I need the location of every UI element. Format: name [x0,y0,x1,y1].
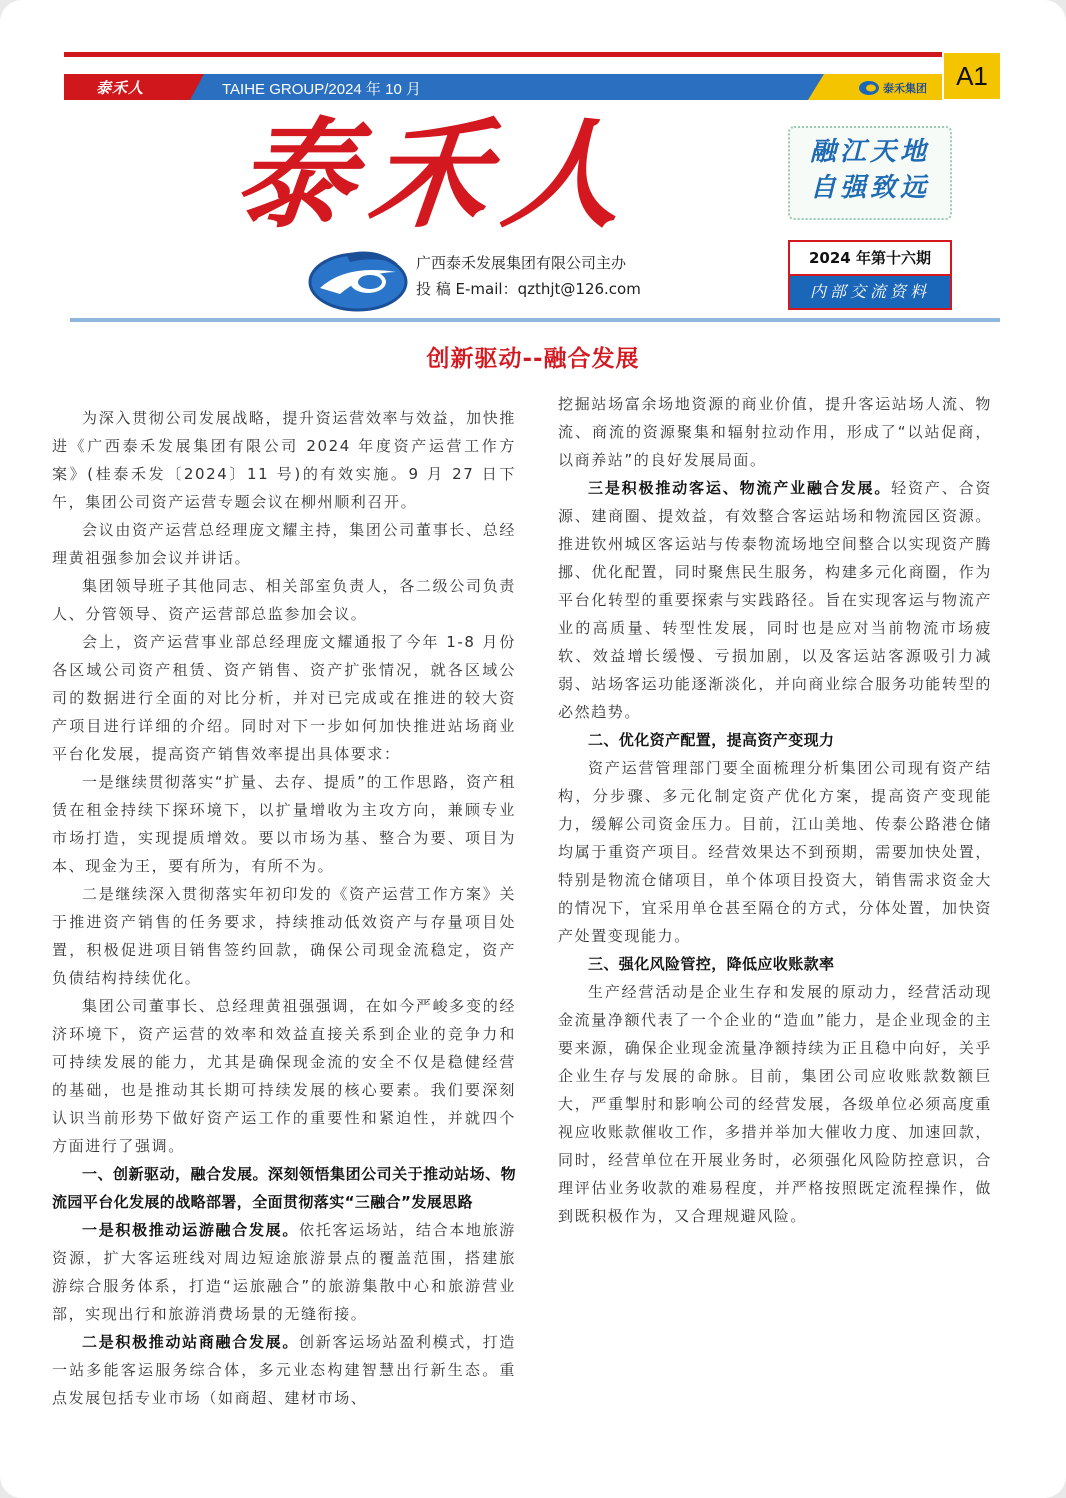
paragraph-text: 会上，资产运营事业部总经理庞文耀通报了今年 1-8 月份各区域公司资产租赁、资产销售、资产扩张情况，就各区域公司的数据进行全面的对比分析，并对已完成或在推进的较大资产项目进行详细的介绍。同时对下一步如何加快推进站场商业平台化发展，提高资产销售效率提出具体要求： [52,633,516,763]
group-logo-icon [858,80,880,96]
article-paragraph [52,516,516,572]
newspaper-title: 泰禾人 [228,105,646,244]
paragraph-text: 轻资产、合资源、建商圈、提效益，有效整合客运站场和物流园区资源。推进钦州城区客运站与传泰物流场地空间整合以实现资产腾挪、优化配置，同时聚焦民生服务，构建多元化商圈，作为平台化转型的重要探索与实践路径。旨在实现客运与物流产业的高质量、转型性发展，同时也是应对当前物流市场疲软、效益增长缓慢、亏损加剧，以及客运站客源吸引力减弱、站场客运功能逐渐淡化，并向商业综合服务功能转型的必然趋势。 [558,479,992,721]
slogan-line-2: 自强致远 [809,173,930,203]
paragraph-text: 集团领导班子其他同志、相关部室负责人，各二级公司负责人、分管领导、资产运营部总监参加会议。 [52,577,516,623]
publisher-line: 广西泰禾发展集团有限公司主办 [416,254,627,272]
paragraph-text: 二是继续深入贯彻落实年初印发的《资产运营工作方案》关于推进资产销售的任务要求，持续推动低效资产与存量项目处置，积极促进项目销售签约回款，确保公司现金流稳定，资产负债结构持续优化。 [52,885,516,987]
group-logo-text: 泰禾集团 [883,82,927,95]
issue-number: 2024 年第十六期 [790,242,950,276]
article-paragraph [558,754,992,950]
internal-label: 内部交流资料 [790,276,950,308]
page-number: A1 [944,53,1000,99]
article-paragraph [52,404,516,516]
article-paragraph [52,628,516,768]
paragraph-text: 依托客运场站，结合本地旅游资源，扩大客运班线对周边短途旅游景点的覆盖范围，搭建旅游综合服务体系，打造“运旅融合”的旅游集散中心和旅游营业部，实现出行和旅游消费场景的无缝衔接。 [52,1221,516,1323]
article-paragraph [52,1216,516,1328]
paragraph-text: 创新客运场站盈利模式，打造一站多能客运服务综合体，多元业态构建智慧出行新生态。重点发展包括专业市场（如商超、建材市场、 [52,1333,516,1407]
article-paragraph [558,978,992,1230]
paragraph-text: 挖掘站场富余场地资源的商业价值，提升客运站场人流、物流、商流的资源聚集和辐射拉动作用，形成了“以站促商，以商养站”的良好发展局面。 [558,395,992,469]
submission-email: 投 稿 E-mail：qzthjt@126.com [416,280,641,298]
paragraph-lead: 三是积极推动客运、物流产业融合发展。 [588,479,892,497]
article-paragraph [558,390,992,474]
article-paragraph [52,768,516,880]
paragraph-text: 会议由资产运营总经理庞文耀主持，集团公司董事长、总经理黄祖强参加会议并讲话。 [52,521,516,567]
slogan-line-1: 融江天地 [809,137,930,167]
issue-box [788,240,952,310]
paragraph-text: 资产运营管理部门要全面梳理分析集团公司现有资产结构，分步骤、多元化制定资产优化方案，提高资产变现能力，缓解公司资金压力。目前，江山美地、传泰公路港仓储均属于重资产项目。经营效果达不到预期，需要加快处置，特别是物流仓储项目，单个体项目投资大，销售需求资金大的情况下，宜采用单仓甚至隔仓的方式，分体处置，加快资产处置变现能力。 [558,759,992,945]
section-heading [558,950,992,978]
top-red-line [64,52,942,57]
paragraph-text: 三、强化风险管控，降低应收账款率 [588,955,835,973]
header-divider [70,318,1000,322]
article-headline: 创新驱动--融合发展 [426,346,640,372]
company-logo-icon [306,242,412,314]
article-column-right [558,390,992,1230]
paragraph-text: 二、优化资产配置，提高资产变现力 [588,731,835,749]
paragraph-text: 一是继续贯彻落实“扩量、去存、提质”的工作思路，资产租赁在租金持续下探环境下，以扩量增收为主攻方向，兼顾专业市场打造，实现提质增效。要以市场为基、整合为要、项目为本、现金为王，要有所为，有所不为。 [52,773,516,875]
group-logo [858,78,927,98]
article-paragraph [52,992,516,1160]
section-heading [558,726,992,754]
paragraph-text: 集团公司董事长、总经理黄祖强强调，在如今严峻多变的经济环境下，资产运营的效率和效益直接关系到企业的竞争力和可持续发展的能力，尤其是确保现金流的安全不仅是稳健经营的基础，也是推动其长期可持续发展的核心要素。我们要深刻认识当前形势下做好资产运工作的重要性和紧迫性，并就四个方面进行了强调。 [52,997,516,1155]
strip-date-line: TAIHE GROUP/2024 年 10 月 [222,81,421,98]
paragraph-lead: 二是积极推动站商融合发展。 [82,1333,300,1351]
paragraph-text: 为深入贯彻公司发展战略，提升资运营效率与效益，加快推进《广西泰禾发展集团有限公司 2024 年度资产运营工作方案》(桂泰禾发〔2024〕11 号)的有效实施。9 月 27 日下午，集团公司资产运营专题会议在柳州顺利召开。 [52,409,516,511]
article-paragraph [52,572,516,628]
article-paragraph [52,880,516,992]
article-paragraph [52,1328,516,1412]
section-heading [52,1160,516,1216]
article-column-left [52,404,516,1412]
paragraph-lead: 一是积极推动运游融合发展。 [82,1221,300,1239]
slogan-box [788,126,952,220]
paragraph-text: 一、创新驱动，融合发展。深刻领悟集团公司关于推动站场、物流园平台化发展的战略部署，全面贯彻落实“三融合”发展思路 [52,1165,516,1211]
article-paragraph [558,474,992,726]
paragraph-text: 生产经营活动是企业生存和发展的原动力，经营活动现金流量净额代表了一个企业的“造血”能力，是企业现金的主要来源，确保企业现金流量净额持续为正且稳中向好，关乎企业生存与发展的命脉。目前，集团公司应收账款数额巨大，严重掣肘和影响公司的经营发展，各级单位必须高度重视应收账款催收工作，多措并举加大催收力度、加速回款，同时，经营单位在开展业务时，必须强化风险防控意识，合理评估业务收款的难易程度，并严格按照既定流程操作，做到既积极作为，又合理规避风险。 [558,983,992,1225]
strip-brand-name: 泰禾人 [96,79,145,97]
